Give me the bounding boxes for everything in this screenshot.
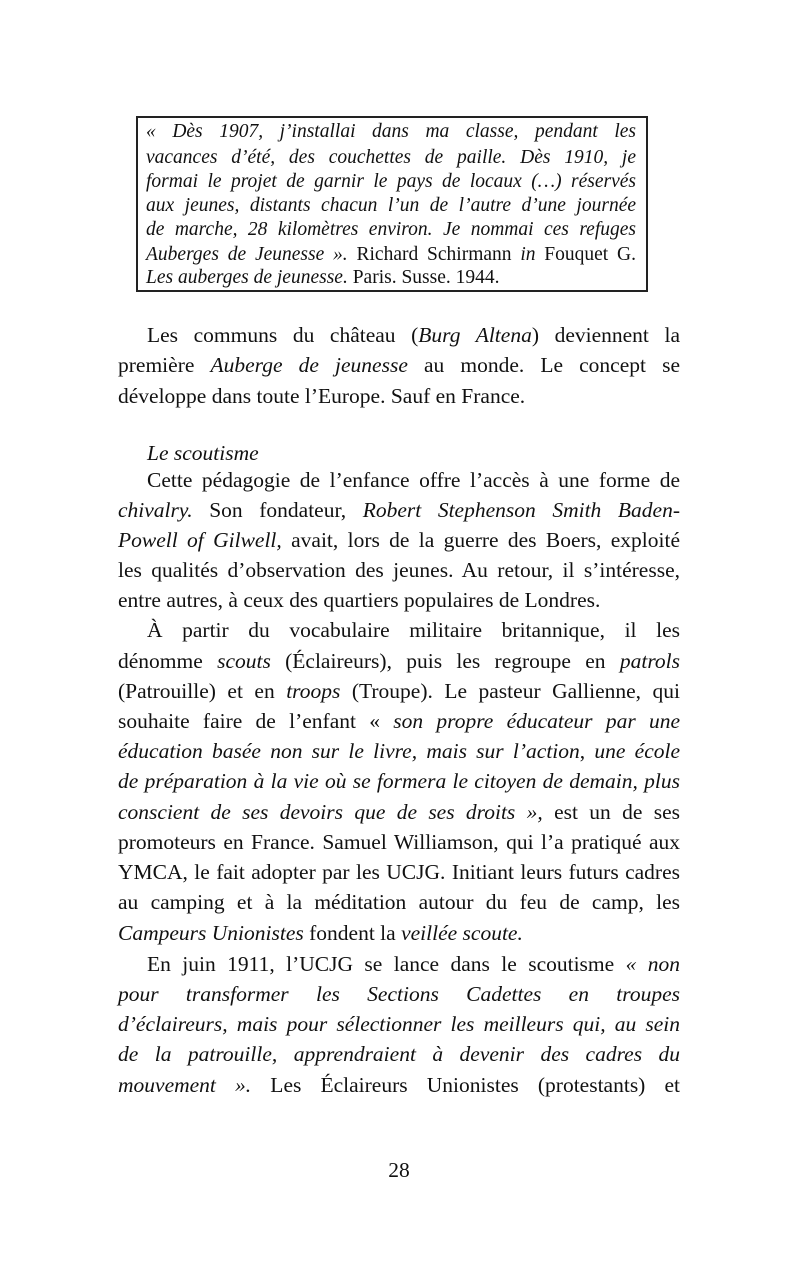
quote-line	[146, 243, 636, 267]
body-line	[118, 585, 680, 615]
body-text-span: fondent la	[303, 921, 402, 945]
quote-text-span: aux jeunes, distants chacun l’un de l’autre d’une journée	[146, 195, 636, 216]
body-text-span: première	[118, 353, 211, 377]
body-text-span: entre autres, à ceux des quartiers populaires de Londres.	[118, 588, 601, 612]
body-text-span: Burg Altena	[418, 323, 532, 347]
body-text-span: au monde. Le concept se	[407, 353, 680, 377]
quote-line	[146, 120, 636, 144]
body-line	[147, 438, 680, 468]
body-text-span: dénomme	[118, 649, 218, 673]
quote-text-span: vacances d’été, des couchettes de paille. Dès 1910, je	[146, 147, 636, 168]
body-line	[118, 381, 680, 411]
quote-text-span: « Dès 1907, j’installai dans ma classe, pendant les	[146, 121, 636, 142]
quote-text-span: Auberges de Jeunesse ».	[146, 244, 348, 265]
body-text-span: veillée scoute.	[401, 921, 523, 945]
quote-line	[146, 218, 636, 242]
body-line	[118, 350, 680, 380]
body-text-span: Cette pédagogie de l’enfance offre l’accès à une forme de	[147, 468, 680, 492]
body-line	[118, 766, 680, 796]
quote-line	[146, 266, 636, 290]
quote-text-span: de marche, 28 kilomètres environ. Je nommai ces refuges	[146, 219, 636, 240]
quote-text-span: Paris. Susse. 1944.	[347, 267, 500, 288]
body-text-span: Les Éclaireurs Unionistes (protestants) et	[251, 1073, 680, 1097]
body-text-span: troops	[286, 679, 341, 703]
body-text-span: (Troupe). Le pasteur Gallienne, qui	[340, 679, 680, 703]
body-text-span: Powell of Gilwell,	[118, 528, 282, 552]
body-line	[118, 555, 680, 585]
body-text-span: les qualités d’observation des jeunes. Au retour, il s’intéresse,	[118, 558, 680, 582]
quote-line	[146, 146, 636, 170]
body-line	[118, 1039, 680, 1069]
body-text-span: pour transformer les Sections Cadettes en troupes	[118, 982, 680, 1006]
body-line	[118, 706, 680, 736]
body-line	[118, 887, 680, 917]
quote-line	[146, 170, 636, 194]
body-line	[118, 979, 680, 1009]
body-line	[147, 949, 680, 979]
body-text-span: mouvement ».	[118, 1073, 252, 1097]
body-line	[118, 646, 680, 676]
body-line	[118, 857, 680, 887]
body-text-span: éducation basée non sur le livre, mais sur l’action	[118, 739, 580, 763]
body-text-span: Son fondateur,	[192, 498, 363, 522]
body-text-span: (Éclaireurs), puis les regroupe en	[270, 649, 620, 673]
body-text-span: souhaite faire de l’enfant «	[118, 709, 394, 733]
body-text-span: En juin 1911, l’UCJG se lance dans le scoutisme	[147, 952, 626, 976]
body-line	[118, 1009, 680, 1039]
body-line	[118, 525, 680, 555]
body-line	[147, 615, 680, 645]
body-text-span: ,	[579, 739, 595, 763]
body-line	[118, 495, 680, 525]
body-text-span: conscient de ses devoirs que de ses droits »,	[118, 800, 543, 824]
quote-text-span: Fouquet G.	[535, 244, 636, 265]
body-line	[118, 676, 680, 706]
body-line	[118, 918, 680, 948]
body-text-span: de préparation à la vie où se formera le citoyen de demain, plus	[118, 769, 680, 793]
body-text-span: de la patrouille, apprendraient à devenir des cadres du	[118, 1042, 680, 1066]
body-text-span: est un de ses	[542, 800, 680, 824]
body-text-span: d’éclaireurs, mais pour sélectionner les meilleurs qui, au sein	[118, 1012, 680, 1036]
body-text-span: au camping et à la méditation autour du feu de camp, les	[118, 890, 680, 914]
body-line	[118, 797, 680, 827]
body-line	[118, 736, 680, 766]
body-text-span: À partir du vocabulaire militaire britannique, il les	[147, 618, 680, 642]
quote-text-span: in	[520, 244, 536, 265]
body-text-span: « non	[625, 952, 680, 976]
quote-text-span: Les auberges de jeunesse.	[146, 267, 348, 288]
page-number: 28	[388, 1158, 410, 1182]
quote-text-span: formai le projet de garnir le pays de locaux (…) réservés	[146, 171, 636, 192]
body-text-span: avait, lors de la guerre des Boers, exploité	[281, 528, 680, 552]
body-text-span: ) deviennent la	[531, 323, 680, 347]
quote-text-span: Richard Schirmann	[347, 244, 521, 265]
body-text-span: son propre éducateur par une	[393, 709, 680, 733]
body-text-span: promoteurs en France. Samuel Williamson, qui l’a pratiqué aux	[118, 830, 680, 854]
body-text-span: YMCA, le fait adopter par les UCJG. Initiant leurs futurs cadres	[118, 860, 680, 884]
body-text-span: Les communs du château (	[147, 323, 419, 347]
body-line	[118, 827, 680, 857]
body-line	[147, 465, 680, 495]
body-text-span: scouts	[217, 649, 271, 673]
body-text-span: chivalry.	[118, 498, 193, 522]
body-text-span: Auberge de jeunesse	[210, 353, 408, 377]
body-line	[118, 1070, 680, 1100]
body-text-span: Robert Stephenson Smith Baden-	[362, 498, 680, 522]
body-text-span: Campeurs Unionistes	[118, 921, 304, 945]
body-text-span: patrols	[619, 649, 680, 673]
body-text-span: Le scoutisme	[147, 441, 259, 465]
body-text-span: développe dans toute l’Europe. Sauf en France.	[118, 384, 526, 408]
quote-line	[146, 194, 636, 218]
body-text-span: (Patrouille) et en	[118, 679, 287, 703]
body-line	[147, 320, 680, 350]
body-text-span: une école	[594, 739, 680, 763]
